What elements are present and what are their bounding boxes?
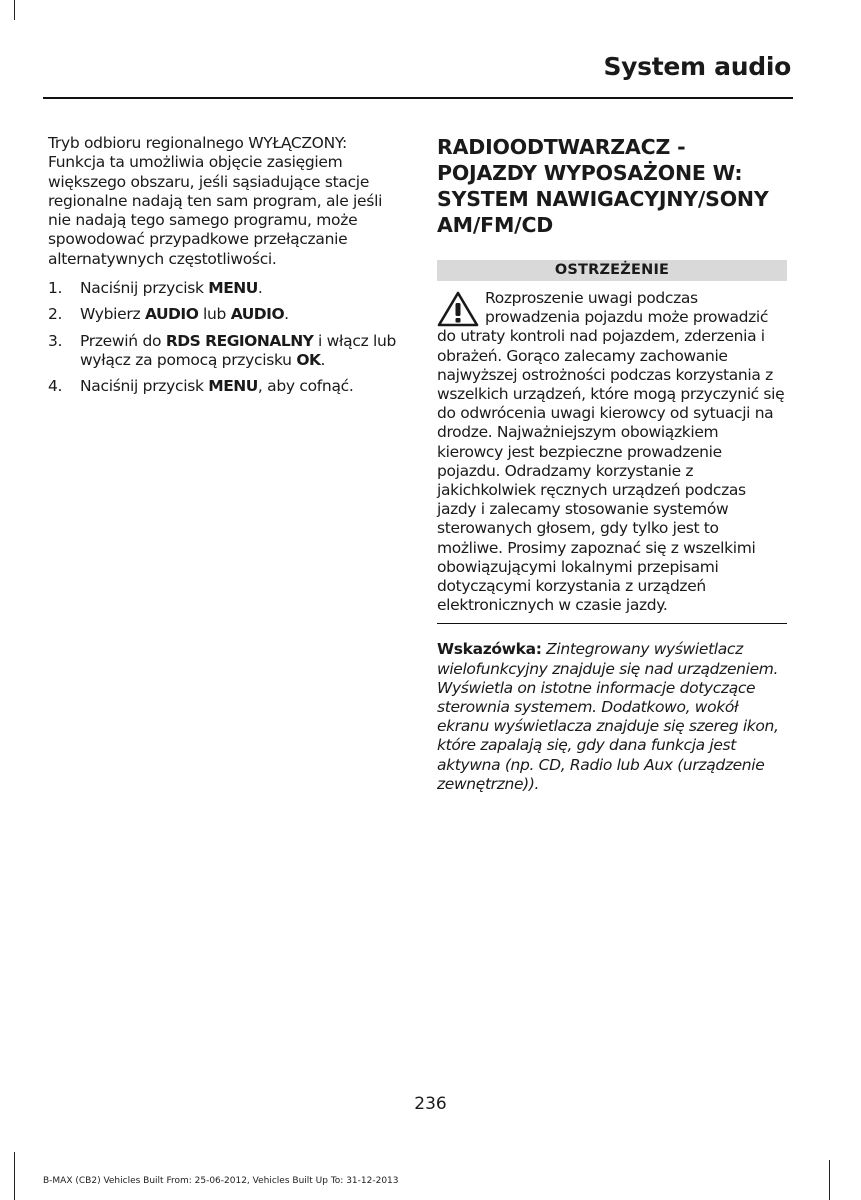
step-text: . bbox=[284, 305, 289, 324]
page-number: 236 bbox=[414, 1094, 447, 1114]
step-keyword: AUDIO bbox=[144, 305, 199, 324]
steps-list bbox=[48, 279, 403, 396]
step-keyword: MENU bbox=[208, 377, 258, 396]
step-number: 4. bbox=[48, 377, 63, 396]
step-text: i włącz lub wyłącz za pomocą przycisku bbox=[80, 331, 397, 369]
intro-paragraph: Tryb odbioru regionalnego WYŁĄCZONY: Funkcja ta umożliwia objęcie zasięgiem większego obszaru, jeśli sąsiadujące stacje regionalne nadają ten sam program, ale jeśli nie nadają tego samego programu, może spowodować przypadkowe przełączanie alternatywnych częstotliwości. bbox=[48, 134, 383, 268]
step-keyword: MENU bbox=[208, 279, 258, 298]
crop-mark-bottom-left bbox=[14, 1152, 15, 1200]
step-text: Wybierz bbox=[80, 305, 145, 324]
step-number: 3. bbox=[48, 331, 63, 350]
note-paragraph bbox=[437, 640, 787, 794]
list-item bbox=[48, 305, 403, 324]
step-text: Naciśnij przycisk bbox=[80, 377, 209, 396]
step-text: , aby cofnąć. bbox=[257, 377, 354, 396]
step-number: 1. bbox=[48, 279, 63, 298]
crop-mark-bottom-right bbox=[829, 1160, 830, 1200]
page-title: System audio bbox=[603, 52, 791, 81]
step-text: . bbox=[257, 279, 263, 298]
warning-divider bbox=[437, 623, 787, 624]
warning-box bbox=[437, 289, 787, 615]
right-column bbox=[437, 134, 787, 794]
footer-text: B-MAX (CB2) Vehicles Built From: 25-06-2012, Vehicles Built Up To: 31-12-2013 bbox=[43, 1176, 399, 1186]
list-item bbox=[48, 377, 403, 396]
step-keyword: OK bbox=[296, 350, 321, 369]
step-keyword: RDS REGIONALNY bbox=[165, 331, 314, 350]
step-text: Naciśnij przycisk bbox=[80, 279, 209, 298]
step-number: 2. bbox=[48, 305, 63, 324]
warning-triangle-icon bbox=[437, 291, 479, 327]
step-text: . bbox=[320, 350, 326, 369]
warning-text: Rozproszenie uwagi podczas prowadzenia pojazdu może prowadzić do utraty kontroli nad pojazdem, zderzenia i obrażeń. Gorąco zalecamy zachowanie najwyższej ostrożności podczas korzystania z wszelkich urządzeń, które mogą przyczynić się do odwrócenia uwagi kierowcy od sytuacji na drodze. Najważniejszym obowiązkiem kierowcy jest bezpieczne prowadzenie pojazdu. Odradzamy korzystanie z jakichkolwiek ręcznych urządzeń podczas jazdy i zalecamy stosowanie systemów sterowanych głosem, gdy tylko jest to możliwe. Prosimy zapoznać się z wszelkimi obowiązującymi lokalnymi przepisami dotyczącymi korzystania z urządzeń elektronicznych w czasie jazdy. bbox=[437, 289, 785, 615]
step-keyword: AUDIO bbox=[230, 305, 285, 324]
crop-mark-top-left bbox=[14, 0, 15, 20]
step-text: Przewiń do bbox=[80, 331, 166, 350]
list-item bbox=[48, 279, 403, 298]
note-text: Zintegrowany wyświetlacz wielofunkcyjny znajduje się nad urządzeniem. Wyświetla on istotne informacje dotyczące sterownia systemem. Dodatkowo, wokół ekranu wyświetlacza znajduje się szereg ikon, które zapalają się, gdy dana funkcja jest aktywna (np. CD, Radio lub Aux (urządzenie zewnętrzne)). bbox=[437, 640, 779, 793]
header-divider bbox=[43, 97, 793, 99]
section-heading: RADIOODTWARZACZ - POJAZDY WYPOSAŻONE W: SYSTEM NAWIGACYJNY/SONY AM/FM/CD bbox=[437, 135, 769, 237]
warning-label: OSTRZEŻENIE bbox=[437, 260, 787, 281]
step-text: lub bbox=[198, 305, 231, 324]
note-label: Wskazówka: bbox=[437, 640, 542, 659]
left-column bbox=[48, 134, 403, 404]
list-item bbox=[48, 332, 403, 371]
